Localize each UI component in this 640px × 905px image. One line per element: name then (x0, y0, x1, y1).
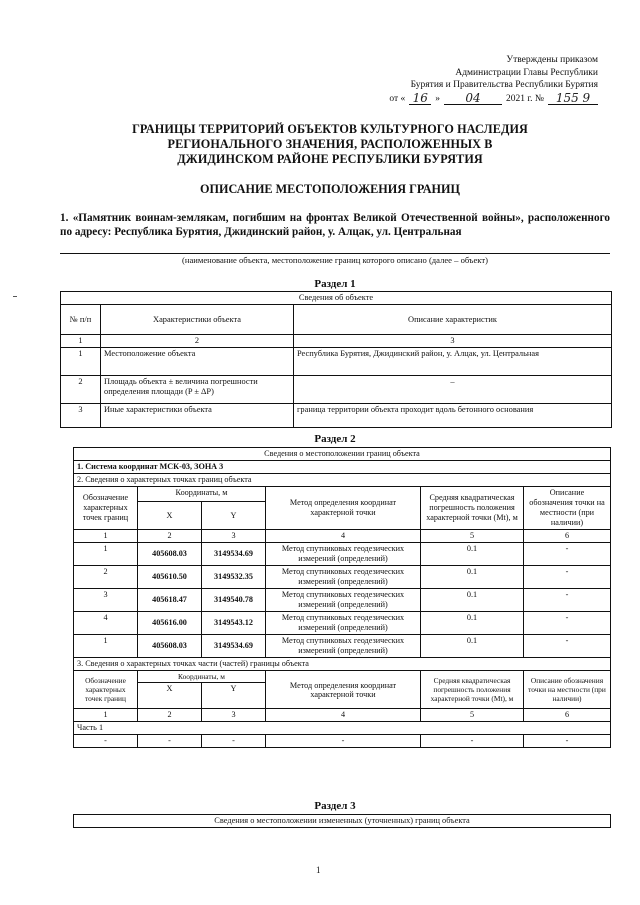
point-id: 3 (74, 589, 138, 612)
section2-sub3: 3. Сведения о характерных точках части (частей) границы объекта (74, 658, 611, 671)
table-row (61, 376, 612, 404)
table-row (61, 404, 612, 428)
method: Метод спутниковых геодезических измерений (определений) (266, 543, 421, 566)
point-id: 1 (74, 635, 138, 658)
method: Метод спутниковых геодезических измерений (определений) (266, 566, 421, 589)
coord-x: 405610.50 (138, 566, 202, 589)
col-method: Метод определения координат характерной точки (266, 487, 421, 530)
col-y: Y (202, 502, 266, 530)
method: Метод спутниковых геодезических измерений (определений) (266, 612, 421, 635)
section2-idx: 6 (524, 530, 611, 543)
accuracy: 0.1 (421, 566, 524, 589)
section2-header: Сведения о местоположении границ объекта (74, 448, 611, 461)
section2-idx: 5 (421, 530, 524, 543)
row-char: Иные характеристики объекта (101, 404, 294, 428)
approval-year: 2021 г. № (505, 93, 544, 104)
col-x: X (138, 683, 202, 709)
part-cell: - (421, 735, 524, 748)
approval-number: 155 9 (548, 92, 598, 106)
section2-idx: 2 (138, 709, 202, 722)
table-row (74, 735, 611, 748)
point-id: 1 (74, 543, 138, 566)
row-desc: Республика Бурятия, Джидинский район, у. Алцак, ул. Центральная (294, 348, 612, 376)
col-point: Обозначение характерных точек границ (74, 671, 138, 709)
section2-idx: 6 (524, 709, 611, 722)
approval-line-1: Утверждены приказом (506, 55, 598, 65)
section2-title: Раздел 2 (314, 433, 356, 445)
section2-idx: 2 (138, 530, 202, 543)
coord-y: 3149534.69 (202, 635, 266, 658)
approval-date-mid: » (435, 93, 440, 104)
page-number: 1 (316, 865, 321, 875)
point-descr: - (524, 566, 611, 589)
part-label: Часть 1 (74, 722, 611, 735)
title-line-2: РЕГИОНАЛЬНОГО ЗНАЧЕНИЯ, РАСПОЛОЖЕННЫХ В (167, 137, 493, 151)
col-method: Метод определения координат характерной точки (266, 671, 421, 709)
section1-col-char: Характеристики объекта (101, 305, 294, 335)
col-point: Обозначение характерных точек границ (74, 487, 138, 530)
point-descr: - (524, 635, 611, 658)
method: Метод спутниковых геодезических измерений (определений) (266, 635, 421, 658)
section3-table (73, 814, 611, 828)
document-title (60, 122, 600, 167)
row-num: 2 (61, 376, 101, 404)
approval-date-prefix: от « (389, 93, 406, 104)
section2-idx: 1 (74, 709, 138, 722)
part-cell: - (266, 735, 421, 748)
document-subtitle: ОПИСАНИЕ МЕСТОПОЛОЖЕНИЯ ГРАНИЦ (200, 182, 460, 196)
row-desc: – (294, 376, 612, 404)
section1-title: Раздел 1 (314, 278, 356, 290)
point-id: 2 (74, 566, 138, 589)
col-descr: Описание обозначения точки на местности (при наличии) (524, 671, 611, 709)
accuracy: 0.1 (421, 612, 524, 635)
col-coords: Координаты, м (138, 487, 266, 502)
col-accuracy: Средняя квадратическая погрешность положения характерной точки (Mt), м (421, 671, 524, 709)
section1-idx: 2 (101, 335, 294, 348)
part-cell: - (74, 735, 138, 748)
row-char: Площадь объекта ± величина погрешности определения площади (P ± ΔP) (101, 376, 294, 404)
title-line-1: ГРАНИЦЫ ТЕРРИТОРИЙ ОБЪЕКТОВ КУЛЬТУРНОГО НАСЛЕДИЯ (132, 122, 528, 136)
section2-system: 1. Система координат МСК-03, ЗОНА 3 (74, 461, 611, 474)
approval-line-2: Администрации Главы Республики (455, 67, 598, 78)
col-y: Y (202, 683, 266, 709)
table-row (74, 612, 611, 635)
title-line-3: ДЖИДИНСКОМ РАЙОНЕ РЕСПУБЛИКИ БУРЯТИЯ (177, 152, 483, 166)
point-descr: - (524, 612, 611, 635)
accuracy: 0.1 (421, 589, 524, 612)
approval-month: 04 (444, 92, 502, 106)
method: Метод спутниковых геодезических измерений (определений) (266, 589, 421, 612)
section1-header: Сведения об объекте (61, 292, 612, 305)
section3-title: Раздел 3 (314, 800, 356, 812)
object-name: 1. «Памятник воинам-землякам, погибшим на фронтах Великой Отечественной войны», расположенного по адресу: Республика Бурятия, Джидинский район, у. Алцак, ул. Центральная (60, 212, 610, 238)
point-descr: - (524, 543, 611, 566)
section2-idx: 3 (202, 709, 266, 722)
table-row (61, 348, 612, 376)
table-row (74, 566, 611, 589)
coord-x: 405608.03 (138, 635, 202, 658)
col-x: X (138, 502, 202, 530)
part-cell: - (524, 735, 611, 748)
table-row (74, 589, 611, 612)
section2-idx: 4 (266, 709, 421, 722)
section3-header: Сведения о местоположении измененных (уточненных) границ объекта (74, 815, 611, 828)
approval-day: 16 (409, 92, 431, 106)
section1-idx: 3 (294, 335, 612, 348)
part-cell: - (138, 735, 202, 748)
approval-date-line (368, 92, 598, 106)
point-id: 4 (74, 612, 138, 635)
table-row (74, 635, 611, 658)
col-accuracy: Средняя квадратическая погрешность положения характерной точки (Mt), м (421, 487, 524, 530)
row-desc: граница территории объекта проходит вдоль бетонного основания (294, 404, 612, 428)
coord-y: 3149532.35 (202, 566, 266, 589)
part-cell: - (202, 735, 266, 748)
section2-idx: 1 (74, 530, 138, 543)
coord-y: 3149540.78 (202, 589, 266, 612)
coord-x: 405608.03 (138, 543, 202, 566)
coord-x: 405618.47 (138, 589, 202, 612)
section1-col-desc: Описание характеристик (294, 305, 612, 335)
approval-block (368, 54, 598, 105)
coord-x: 405616.00 (138, 612, 202, 635)
object-name-rule (60, 253, 610, 254)
col-coords: Координаты, м (138, 671, 266, 683)
table-row (74, 543, 611, 566)
row-num: 1 (61, 348, 101, 376)
section1-col-num: № п/п (61, 305, 101, 335)
section2-idx: 5 (421, 709, 524, 722)
approval-line-3: Бурятия и Правительства Республики Бурятия (410, 80, 598, 90)
accuracy: 0.1 (421, 543, 524, 566)
col-descr: Описание обозначения точки на местности (при наличии) (524, 487, 611, 530)
scan-mark (13, 296, 17, 297)
row-char: Местоположение объекта (101, 348, 294, 376)
section2-idx: 4 (266, 530, 421, 543)
point-descr: - (524, 589, 611, 612)
section2-idx: 3 (202, 530, 266, 543)
section1-table (60, 291, 612, 428)
row-num: 3 (61, 404, 101, 428)
coord-y: 3149543.12 (202, 612, 266, 635)
accuracy: 0.1 (421, 635, 524, 658)
section2-table (73, 447, 611, 748)
coord-y: 3149534.69 (202, 543, 266, 566)
section1-idx: 1 (61, 335, 101, 348)
object-note: (наименование объекта, местоположение границ которого описано (далее – объект) (182, 255, 488, 265)
section2-sub2: 2. Сведения о характерных точках границ объекта (74, 474, 611, 487)
